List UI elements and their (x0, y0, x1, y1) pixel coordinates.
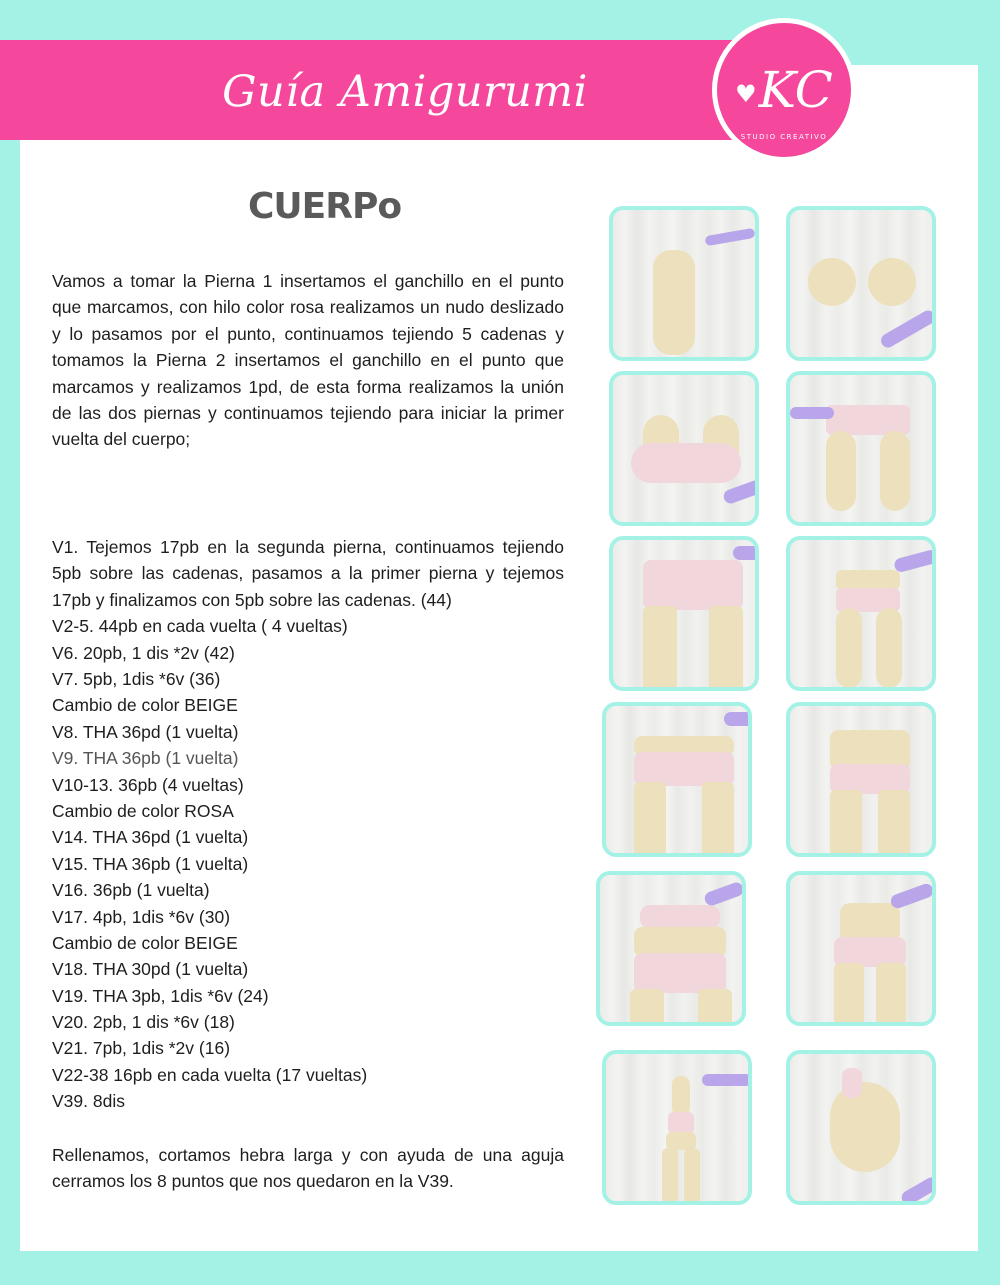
color-change-line: Cambio de color ROSA (52, 800, 234, 821)
step-photo-3 (609, 371, 759, 526)
step-line: V9. THA 36pb (1 vuelta) (52, 748, 239, 769)
step-line: V10-13. 36pb (4 vueltas) (52, 774, 244, 795)
kc-logo (712, 18, 856, 162)
step-photo-6 (786, 536, 936, 691)
step-line: V19. THA 3pb, 1dis *6v (24) (52, 985, 269, 1006)
step-line: V18. THA 30pd (1 vuelta) (52, 959, 249, 980)
step-line: V20. 2pb, 1 dis *6v (18) (52, 1012, 235, 1033)
step-line: V39. 8dis (52, 1091, 125, 1112)
logo-text (717, 63, 851, 121)
closing-paragraph: Rellenamos, cortamos hebra larga y con ayuda de una aguja cerramos los 8 puntos que nos quedaron en la V39. (52, 1145, 564, 1192)
logo-initials: KC (758, 61, 833, 119)
intro-paragraph: Vamos a tomar la Pierna 1 insertamos el ganchillo en el punto que marcamos, con hilo color rosa realizamos un nudo deslizado y lo pasamos por el punto, continuamos tejiendo 5 cadenas y tomamos la Pierna 2 insertamos el ganchillo en el punto que marcamos y realizamos 1pd, de esta forma realizamos la unión de las dos piernas y continuamos tejiendo para iniciar la primer vuelta del cuerpo; (52, 271, 564, 450)
step-v1: V1. Tejemos 17pb en la segunda pierna, continuamos tejiendo 5pb sobre las cadenas, pasamos a la primer pierna y tejemos 17pb y finalizamos con 5pb sobre las cadenas. (44) (52, 537, 564, 610)
step-line: V8. THA 36pd (1 vuelta) (52, 721, 239, 742)
step-photo-10 (786, 871, 936, 1026)
step-photo-5 (609, 536, 759, 691)
step-line: V22-38 16pb en cada vuelta (17 vueltas) (52, 1064, 368, 1085)
step-line: V6. 20pb, 1 dis *2v (42) (52, 642, 235, 663)
step-line: V16. 36pb (1 vuelta) (52, 880, 210, 901)
step-photo-12 (786, 1050, 936, 1205)
step-line: V15. THA 36pb (1 vuelta) (52, 853, 249, 874)
heart-icon: ♥ (735, 80, 757, 108)
step-line: V14. THA 36pd (1 vuelta) (52, 827, 249, 848)
step-photo-4 (786, 371, 936, 526)
step-photo-11 (602, 1050, 752, 1205)
step-photo-9 (596, 871, 746, 1026)
steps-list (52, 534, 564, 1115)
section-title: CUERPo (248, 186, 402, 227)
step-photo-2 (786, 206, 936, 361)
step-photo-8 (786, 702, 936, 857)
step-photo-1 (609, 206, 759, 361)
color-change-line: Cambio de color BEIGE (52, 932, 238, 953)
color-change-line: Cambio de color BEIGE (52, 695, 238, 716)
logo-subtitle: STUDIO CREATIVO (740, 133, 828, 141)
page-title: Guía Amigurumi Sandy (222, 67, 588, 189)
step-line: V2-5. 44pb en cada vuelta ( 4 vueltas) (52, 616, 348, 637)
step-photo-7 (602, 702, 752, 857)
step-line: V21. 7pb, 1dis *2v (16) (52, 1038, 231, 1059)
step-line: V7. 5pb, 1dis *6v (36) (52, 669, 221, 689)
step-line: V17. 4pb, 1dis *6v (30) (52, 906, 231, 927)
